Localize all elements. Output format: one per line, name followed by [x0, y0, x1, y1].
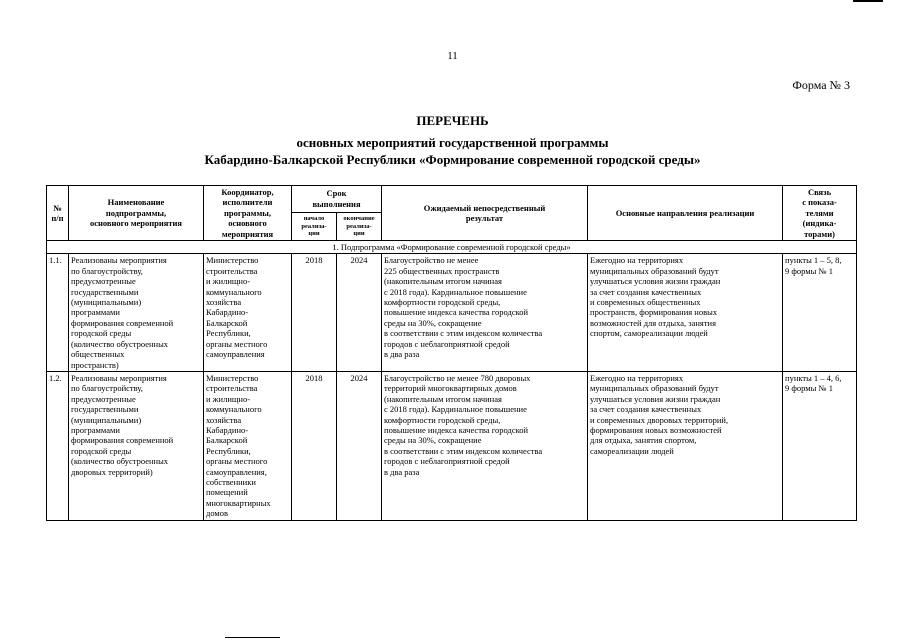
subtitle-line-1: основных мероприятий государственной программы	[296, 135, 609, 150]
row-num: 1.2.	[47, 371, 69, 520]
header-term-end: окончание реализа- ции	[337, 212, 382, 240]
row-name: Реализованы мероприятия по благоустройству, предусмотренные государственными (муниципальными) программами формирования современной городской среды (количество обустроенных общественных пространств)	[69, 254, 204, 371]
document-title: ПЕРЕЧЕНЬ	[416, 113, 489, 128]
header-num: № п/п	[47, 186, 69, 241]
row-name: Реализованы мероприятия по благоустройству, предусмотренные государственными (муниципальными) программами формирования современной городской среды (количество обустроенных дворовых территорий)	[69, 371, 204, 520]
row-end: 2024	[337, 371, 382, 520]
page-number: 11	[447, 50, 458, 62]
measures-table	[46, 185, 857, 521]
row-coordinator: Министерство строительства и жилищно- коммунального хозяйства Кабардино- Балкарской Республики, органы местного самоуправления, собственники помещений многоквартирных домов	[204, 371, 292, 520]
row-result: Благоустройство не менее 780 дворовых территорий многоквартирных домов (накопительным итогом начиная с 2018 года). Кардинальное повышение комфортности городской среды, повышение индекса качества городской среды на 30%, сокращение в соответствии с этим индексом количества городов с неблагоприятной средой в два раза	[382, 371, 588, 520]
row-end: 2024	[337, 254, 382, 371]
header-term-start: начало реализа- ции	[292, 212, 337, 240]
header-link: Связь с показа- телями (индика- торами)	[783, 186, 857, 241]
header-result: Ожидаемый непосредственный результат	[382, 186, 588, 241]
header-directions: Основные направления реализации	[588, 186, 783, 241]
table-row	[47, 371, 857, 520]
row-coordinator: Министерство строительства и жилищно- коммунального хозяйства Кабардино- Балкарской Республики, органы местного самоуправления	[204, 254, 292, 371]
scan-bottom-mark	[225, 637, 280, 638]
row-directions: Ежегодно на территориях муниципальных образований будут улучшаться условия жизни граждан за счет создания качественных и современных общественных пространств, формирования новых возможностей для отдыха, занятия спортом, самореализации людей	[588, 254, 783, 371]
row-link: пункты 1 – 4, 6, 9 формы № 1	[783, 371, 857, 520]
row-link: пункты 1 – 5, 8, 9 формы № 1	[783, 254, 857, 371]
header-name: Наименование подпрограммы, основного мероприятия	[69, 186, 204, 241]
row-start: 2018	[292, 254, 337, 371]
section-row	[47, 241, 857, 254]
table-header-row	[47, 186, 857, 213]
header-coordinator: Координатор, исполнители программы, основного мероприятия	[204, 186, 292, 241]
scan-corner-mark	[853, 0, 883, 2]
document-subtitle	[0, 134, 905, 168]
header-term: Срок выполнения	[292, 186, 382, 213]
row-directions: Ежегодно на территориях муниципальных образований будут улучшаться условия жизни граждан за счет создания качественных и современных дворовых территорий, формирования новых возможностей для отдыха, занятия спортом, самореализации людей	[588, 371, 783, 520]
section-title: 1. Подпрограмма «Формирование современной городской среды»	[47, 241, 857, 254]
row-start: 2018	[292, 371, 337, 520]
form-label: Форма № 3	[792, 78, 850, 92]
table-row	[47, 254, 857, 371]
subtitle-line-2: Кабардино-Балкарской Республики «Формирование современной городской среды»	[204, 152, 701, 167]
row-result: Благоустройство не менее 225 общественных пространств (накопительным итогом начиная с 2018 года). Кардинальное повышение комфортности городской среды, повышение индекса качества городской среды на 30%, сокращение в соответствии с этим индексом количества городов с неблагоприятной средой в два раза	[382, 254, 588, 371]
row-num: 1.1.	[47, 254, 69, 371]
